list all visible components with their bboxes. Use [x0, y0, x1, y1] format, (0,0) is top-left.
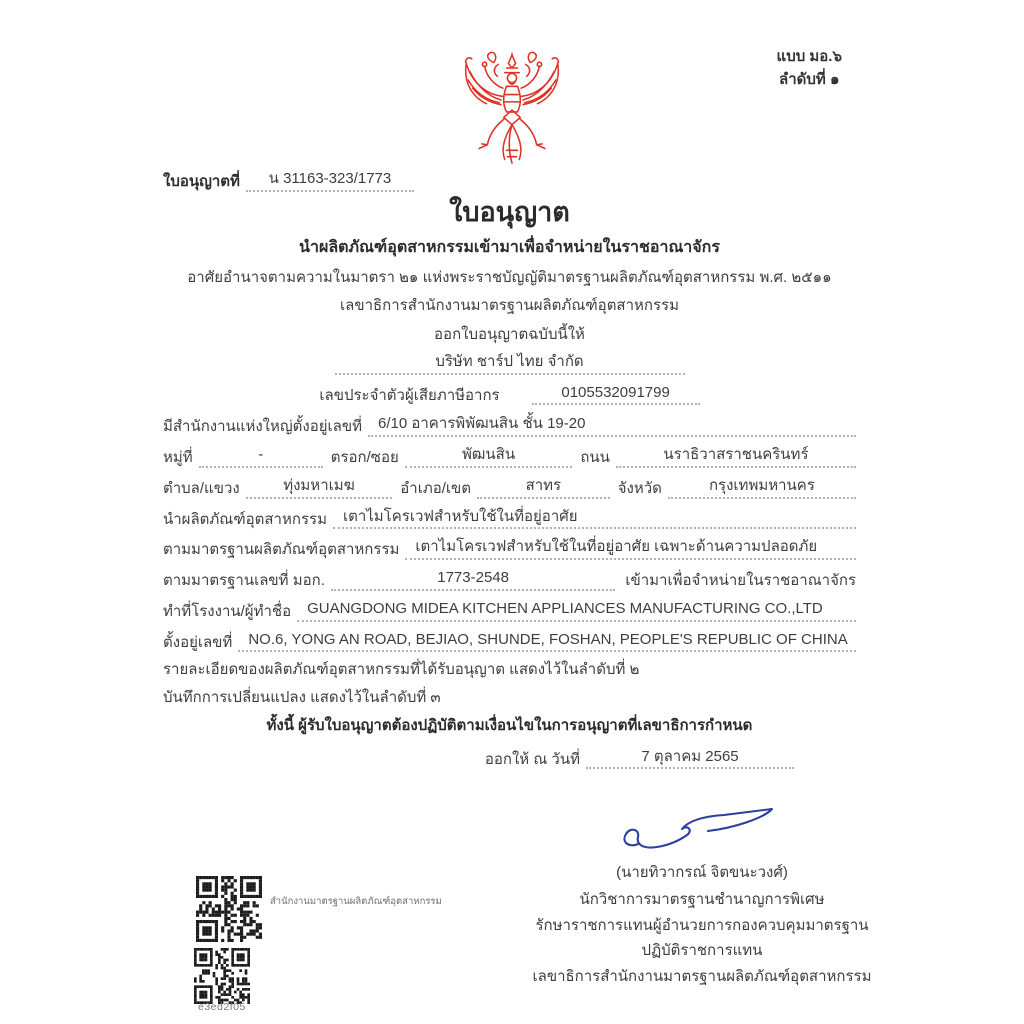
issue-date-value: 7 ตุลาคม 2565 [586, 748, 794, 770]
district-label: อำเภอ/เขต [400, 479, 472, 497]
issue-date-row [163, 748, 794, 770]
qr-code-office-label: สำนักงานมาตรฐานผลิตภัณฑ์อุตสาหกรรม [270, 896, 442, 907]
form-sequence-line: ลำดับที่ ๑ [779, 70, 840, 88]
form-code-block [777, 48, 842, 94]
factory-address-value: NO.6, YONG AN ROAD, BEJIAO, SHUNDE, FOSHAN, PEOPLE'S REPUBLIC OF CHINA [238, 631, 856, 653]
standard-number-row [163, 569, 856, 591]
signatory-name: (นายทิวากรณ์ จิตขนะวงศ์) [616, 864, 788, 881]
factory-address-row [163, 631, 856, 653]
subdistrict-district-province-row [163, 477, 856, 499]
moo-value: - [199, 446, 323, 468]
company-name-row [163, 353, 856, 375]
road-value: นราธิวาสราชนครินทร์ [616, 446, 856, 468]
imported-product-label: นำผลิตภัณฑ์อุตสาหกรรม [163, 510, 327, 528]
factory-name-value: GUANGDONG MIDEA KITCHEN APPLIANCES MANUFACTURING CO.,LTD [297, 600, 856, 622]
preamble-line-2: เลขาธิการสำนักงานมาตรฐานผลิตภัณฑ์อุตสาหกรรม [340, 297, 679, 315]
import-purpose-text: เข้ามาเพื่อจำหน่ายในราชอาณาจักร [625, 572, 856, 589]
signatory-title-3: ปฏิบัติราชการแทน [641, 942, 763, 960]
subdistrict-value: ทุ่งมหาเมฆ [246, 477, 393, 499]
form-code-line: แบบ มอ.๖ [776, 48, 842, 65]
imported-product-value: เตาไมโครเวฟสำหรับใช้ในที่อยู่อาศัย [333, 508, 856, 530]
page-title: ใบอนุญาต [449, 196, 570, 227]
change-note-text: บันทึกการเปลี่ยนแปลง แสดงไว้ในลำดับที่ ๓ [163, 689, 441, 706]
head-office-row [163, 415, 856, 437]
province-label: จังหวัด [617, 479, 662, 497]
moo-label: หมู่ที่ [163, 449, 193, 466]
signature-block [492, 800, 912, 994]
company-name: บริษัท ชาร์ป ไทย จำกัด [335, 353, 685, 375]
tax-id-row [163, 384, 856, 406]
standard-number-label: ตามมาตรฐานเลขที่ มอก. [163, 572, 325, 589]
factory-name-row [163, 600, 856, 622]
license-number-row [163, 170, 856, 192]
product-standard-label: ตามมาตรฐานผลิตภัณฑ์อุตสาหกรรม [163, 541, 400, 559]
detail-note-text: รายละเอียดของผลิตภัณฑ์อุตสาหกรรมที่ได้รับอนุญาต แสดงไว้ในลำดับที่ ๒ [163, 661, 640, 679]
signatory-title-4: เลขาธิการสำนักงานมาตรฐานผลิตภัณฑ์อุตสาหกรรม [532, 968, 872, 985]
garuda-emblem-icon [448, 50, 576, 172]
subdistrict-label: ตำบล/แขวง [163, 479, 240, 497]
qr-code-office [196, 876, 262, 948]
preamble-line-1: อาศัยอำนาจตามความในมาตรา ๒๑ แห่งพระราชบัญญัติมาตรฐานผลิตภัณฑ์อุตสาหกรรม พ.ศ. ๒๕๑๑ [187, 268, 832, 286]
head-office-value: 6/10 อาคารพิพัฒนสิน ชั้น 19-20 [368, 415, 856, 437]
document-subtitle: นำผลิตภัณฑ์อุตสาหกรรมเข้ามาเพื่อจำหน่ายในราชอาณาจักร [299, 238, 720, 256]
moo-soi-road-row [163, 446, 856, 468]
qr-verification-code: e3ed2f05 [198, 1001, 246, 1013]
imported-product-row [163, 508, 856, 530]
license-number-label: ใบอนุญาตที่ [163, 173, 240, 190]
change-note-line [163, 689, 856, 708]
document-body [163, 170, 856, 769]
district-value: สาทร [477, 477, 610, 499]
preamble-line-3: ออกใบอนุญาตฉบับนี้ให้ [434, 326, 585, 343]
product-standard-row [163, 538, 856, 560]
condition-statement: ทั้งนี้ ผู้รับใบอนุญาตต้องปฏิบัติตามเงื่อนไขในการอนุญาตที่เลขาธิการกำหนด [266, 716, 753, 734]
standard-number-value: 1773-2548 [331, 569, 615, 591]
head-office-label: มีสำนักงานแห่งใหญ่ตั้งอยู่เลขที่ [163, 418, 362, 436]
signatory-title-1: นักวิชาการมาตรฐานชำนาญการพิเศษ [579, 890, 825, 908]
soi-value: พัฒนสิน [405, 446, 573, 468]
province-value: กรุงเทพมหานคร [668, 477, 856, 499]
factory-address-label: ตั้งอยู่เลขที่ [163, 633, 233, 651]
product-standard-value: เตาไมโครเวฟสำหรับใช้ในที่อยู่อาศัย เฉพาะด้านความปลอดภัย [405, 538, 856, 560]
signature-icon [612, 800, 792, 862]
detail-note-line [163, 661, 856, 680]
road-label: ถนน [580, 449, 610, 466]
tax-id-value: 0105532091799 [532, 384, 700, 406]
factory-name-label: ทำที่โรงงาน/ผู้ทำชื่อ [163, 602, 292, 620]
signatory-title-2: รักษาราชการแทนผู้อำนวยการกองควบคุมมาตรฐาน [535, 916, 869, 934]
tax-id-label: เลขประจำตัวผู้เสียภาษีอากร [319, 386, 500, 404]
license-number-value: น 31163-323/1773 [246, 170, 414, 192]
soi-label: ตรอก/ซอย [330, 449, 399, 466]
issue-date-label: ออกให้ ณ วันที่ [484, 750, 580, 768]
